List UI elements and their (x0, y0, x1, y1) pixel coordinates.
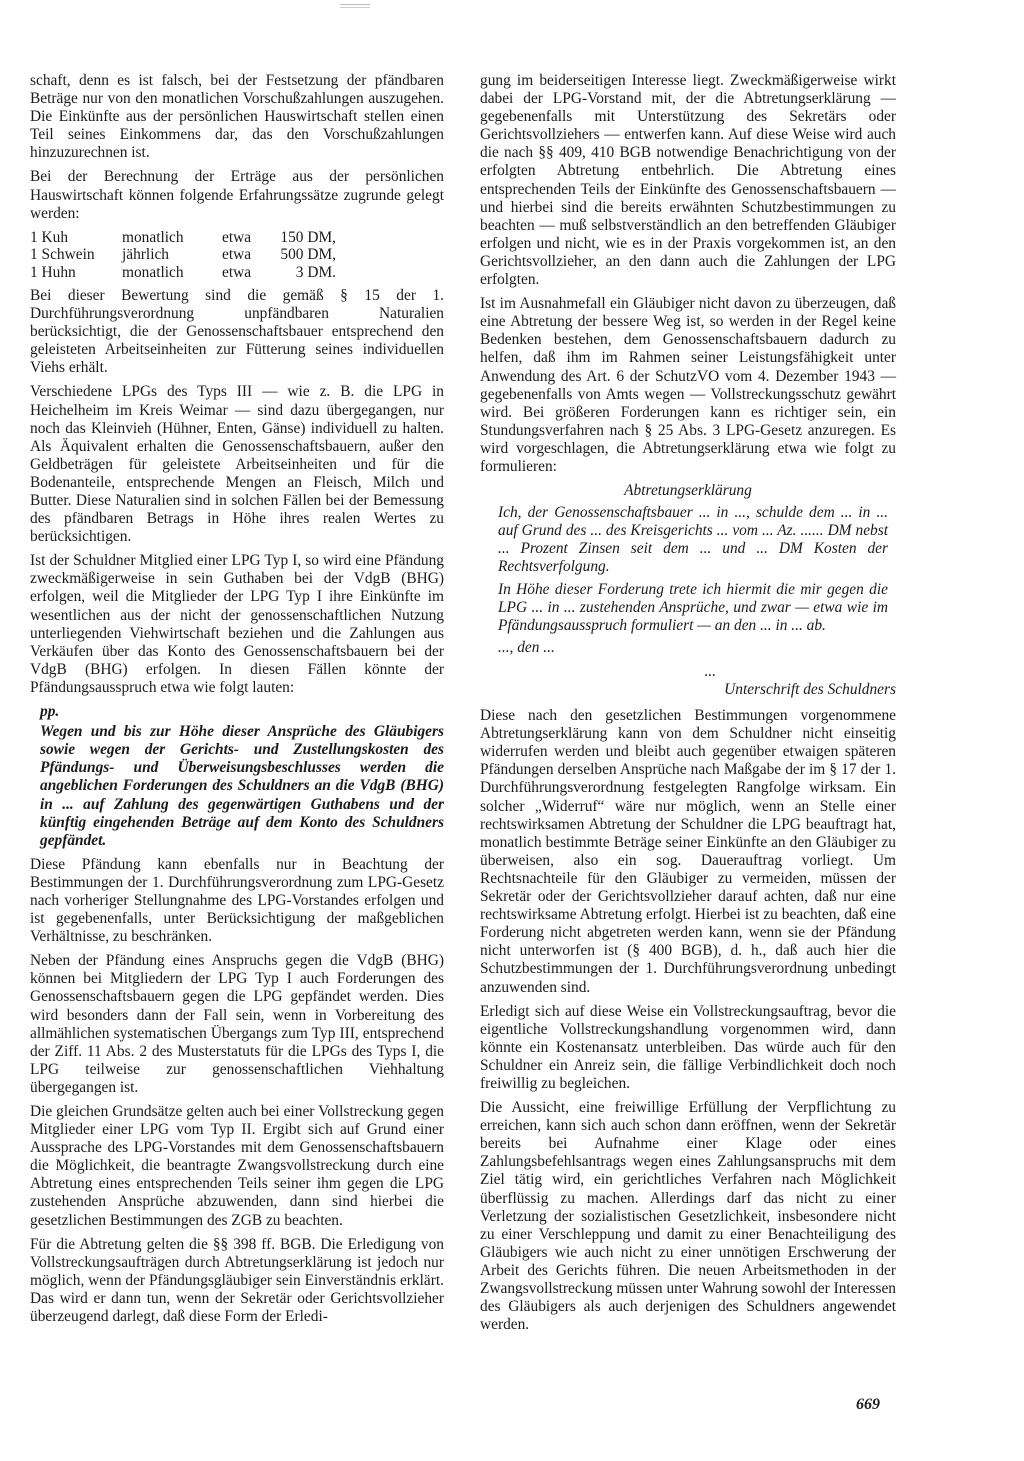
livestock-row (30, 264, 444, 281)
assignment-form-place: ..., den ... (498, 638, 555, 656)
seizure-formula (40, 703, 444, 850)
livestock-period: monatlich (122, 228, 184, 246)
right-column (480, 72, 896, 1340)
left-paragraph-1: schaft, denn es ist falsch, bei der Festsetzung der pfändbaren Beträge nur von den monatlichen Vorschußzahlungen auszugehen. Die Einkünfte aus der persönlichen Hauswirtschaft stellen einen Teil seines Einkommens dar, das den Vorschußzahlungen hinzuzurechnen ist. (30, 72, 444, 162)
left-paragraph-5: Ist der Schuldner Mitglied einer LPG Typ I, so wird eine Pfändung zweckmäßigerweise in sein Guthaben bei der VdgB (BHG) erfolgen, weil die Mitglieder der LPG Typ I ihre Einkünfte im wesentlichen aus der nicht der genossenschaftlichen Nutzung unterliegenden Viehwirtschaft beziehen und die Zahlungen aus Verkäufen über das Konto des Genossenschaftsbauern bei der VdgB (BHG) erfolgen. In diesen Fällen könnte der Pfändungsausspruch etwa wie folgt lauten: (30, 552, 444, 696)
assignment-form-text-2: In Höhe dieser Forderung trete ich hiermit die mir gegen die LPG ... in ... zustehenden Ansprüche, und zwar — etwa wie im Pfändungsausspruch formuliert — an den ... in ... ab. (498, 580, 888, 634)
livestock-approx: etwa (222, 246, 252, 264)
left-paragraph-3: Bei dieser Bewertung sind die gemäß § 15 der 1. Durchführungsverordnung unpfändbaren Naturalien berücksichtigt, die der Genossenschaftsbauer entsprechend den geleisteten Arbeitseinheiten zur Fütterung seines individuellen Viehs erhält. (30, 286, 444, 377)
assignment-form-text-1: Ich, der Genossenschaftsbauer ... in ..., schulde dem ... in ... auf Grund des ... des Kreisgerichts ... vom ... Az. ...... DM nebst ... Prozent Zinsen seit dem ... und ... DM Kosten der Rechtsverfolgung. (498, 504, 888, 576)
livestock-period: monatlich (122, 263, 184, 281)
left-paragraph-6: Diese Pfändung kann ebenfalls nur in Beachtung der Bestimmungen der 1. Durchführungsverordnung zum LPG-Gesetz nach vorheriger Stellungnahme des LPG-Vorstandes erfolgen und ist gegebenenfalls, unter Berücksichtigung der maßgeblichen Verhältnisse, zu beschränken. (30, 855, 444, 946)
right-paragraph-1: gung im beiderseitigen Interesse liegt. Zweckmäßigerweise wirkt dabei der LPG-Vorstand mit, der die Abtretungserklärung — gegebenenfalls mit Unterstützung des Sekretärs oder Gerichtsvollziehers — entwerfen kann. Auf diese Weise wird auch die nach §§ 409, 410 BGB notwendige Benachrichtigung von der erfolgten Abtretung entbehrlich. Die Abtretung eines entsprechenden Teils der Einkünfte des Genossenschaftsbauern — und hierbei sind die bereits erwähnten Schutzbestimmungen zu beachten — muß selbstverständlich an den betreffenden Gläubiger erfolgen und nicht, wie es in der Praxis vorgekommen ist, an den Gerichtsvollzieher, an den dann auch die Zahlungen der LPG erfolgten. (480, 72, 896, 289)
livestock-amount: 500 DM, (280, 246, 336, 264)
left-column (30, 72, 444, 1332)
left-paragraph-8: Die gleichen Grundsätze gelten auch bei einer Vollstreckung gegen Mitglieder einer LPG vom Typ II. Ergibt sich auf Grund einer Aussprache des LPG-Vorstandes mit dem Genossenschaftsbauern die Möglichkeit, die beantragte Zwangsvollstreckung durch eine Abtretung eines entsprechenden Teils seiner ihm gegen die LPG zustehenden Ansprüche abzuwenden, dann sind hierbei die gesetzlichen Bestimmungen des ZGB zu beachten. (30, 1103, 444, 1229)
livestock-animal: 1 Kuh (30, 228, 69, 246)
livestock-approx: etwa (222, 228, 252, 246)
left-paragraph-4: Verschiedene LPGs des Typs III — wie z. B. die LPG in Heichelheim im Kreis Weimar — sind dazu übergegangen, nur noch das Kleinvieh (Hühner, Enten, Gänse) individuell zu halten. Als Äquivalent erhalten die Genossenschaftsbauern, außer den Geldbeträgen für geleistete Arbeitseinheiten und für die Bodenanteile, entsprechende Mengen an Fleisch, Milch und Butter. Diese Naturalien sind in solchen Fällen bei der Bemessung des pfändbaren Betrags in Höhe ihres realen Wertes zu berücksichtigen. (30, 383, 444, 546)
assignment-form-title: Abtretungserklärung (624, 482, 752, 500)
assignment-form-body (498, 504, 888, 657)
page-number: 669 (856, 1396, 880, 1413)
livestock-animal: 1 Huhn (30, 263, 76, 281)
right-paragraph-4: Erledigt sich auf diese Weise ein Vollstreckungsauftrag, bevor die eigentliche Vollstreckungshandlung vorgenommen wird, dann könnte ein Kostenansatz unterbleiben. Das würde auch für den Schuldner ein Anreiz sein, die fällige Verbindlichkeit doch noch freiwillig zu begleichen. (480, 1002, 896, 1092)
left-paragraph-7: Neben der Pfändung eines Anspruchs gegen die VdgB (BHG) können bei Mitgliedern der LPG Typ I auch Forderungen des Genossenschaftsbauern gegen die LPG gepfändet werden. Dies wird besonders dann der Fall sein, wenn in Vorbereitung des allmählichen systematischen Übergangs zum Typ III, entsprechend der Ziff. 11 Abs. 2 des Musterstatuts für die LPGs des Typs I, die LPG teilweise zur genossenschaftlichen Viehhaltung übergegangen ist. (30, 952, 444, 1096)
livestock-amount: 150 DM, (280, 228, 336, 246)
livestock-row (30, 246, 444, 263)
signature-block (480, 663, 896, 699)
right-paragraph-2: Ist im Ausnahmefall ein Gläubiger nicht davon zu überzeugen, daß eine Abtretung der bessere Weg ist, so werden in der Regel keine Bedenken bestehen, dem Genossenschaftsbauern dadurch zu helfen, daß ihm im Rahmen seiner Leistungsfähigkeit unter Anwendung des Art. 6 der SchutzVO vom 4. Dezember 1943 — gegebenenfalls von Amts wegen — Vollstreckungsschutz gewährt wird. Bei größeren Forderungen kann es richtiger sein, ein Stundungsverfahren nach § 25 Abs. 3 LPG-Gesetz anzuregen. Es wird vorgeschlagen, die Abtretungserklärung etwa wie folgt zu formulieren: (480, 295, 896, 475)
livestock-animal: 1 Schwein (30, 246, 95, 264)
left-paragraph-9: Für die Abtretung gelten die §§ 398 ff. BGB. Die Erledigung von Vollstreckungsaufträgen durch Abtretungserklärung ist jedoch nur möglich, wenn der Pfändungsgläubiger sein Einverständnis erklärt. Das wird er dann tun, wenn der Sekretär oder Gerichtsvollzieher überzeugend darlegt, daß diese Form der Erledi- (30, 1235, 444, 1326)
formula-pp: pp. (40, 703, 60, 721)
right-paragraph-3: Diese nach den gesetzlichen Bestimmungen vorgenommene Abtretungserklärung kann von dem Schuldner nicht einseitig widerrufen werden und bleibt auch gegenüber etwaigen späteren Pfändungen derselben Ansprüche nach Maßgabe der im § 17 der 1. Durchführungsverordnung festgelegten Rangfolge wirksam. Ein solcher „Widerruf“ wäre nur möglich, wenn an Stelle einer rechtswirksamen Abtretung der Schuldner die LPG beauftragt hat, monatlich bestimmte Beträge seiner Einkünfte an den Gläubiger zu überweisen, also ein sog. Dauerauftrag vorliegt. Um Rechtsnachteile für den Gläubiger zu vermeiden, müssen der Sekretär oder der Gerichtsvollzieher darauf achten, daß nur eine rechtswirksame Abtretung erfolgt. Hierbei ist zu beachten, daß eine Forderung nicht abgetreten werden kann, wenn sie der Pfändung nicht unterworfen ist (§ 400 BGB), d. h., daß auch hier die Schutzbestimmungen der 1. Durchführungsverordnung unbedingt anzuwenden sind. (480, 707, 896, 996)
right-paragraph-5: Die Aussicht, eine freiwillige Erfüllung der Verpflichtung zu erreichen, kann sich auch schon dann eröffnen, wenn der Sekretär bereits bei Aufnahme einer Klage oder eines Zahlungsbefehlsantrags wegen eines Zahlungsanspruchs mit dem Ziel tätig wird, ein gerichtliches Verfahren nach Möglichkeit überflüssig zu machen. Allerdings darf das nicht zu einer Verletzung der sozialistischen Gesetzlichkeit, insbesondere nicht zu einer Verschleppung und damit zu einer Benachteiligung des Gläubigers wie auch nicht zu einer unnötigen Erschwerung der Arbeit des Gerichts führen. Die neuen Arbeitsmethoden in der Zwangsvollstreckung müssen unter Wahrung sowohl der Interessen des Gläubigers als auch derjenigen des Schuldners angewendet werden. (480, 1099, 896, 1334)
signature-dots: ... (704, 662, 716, 680)
livestock-approx: etwa (222, 263, 252, 281)
livestock-period: jährlich (122, 246, 170, 264)
formula-text: Wegen und bis zur Höhe dieser Ansprüche des Gläubigers sowie wegen der Gerichts- und Zustellungskosten des Pfändungs- und Überweisungsbeschlusses werden die angeblichen Forderungen des Schuldners an die VdgB (BHG) in ... auf Zahlung des gegenwärtigen Guthabens und der künftig eingehenden Beträge auf dem Konto des Schuldners gepfändet. (40, 723, 444, 849)
livestock-row (30, 229, 444, 246)
livestock-amount: 3 DM. (295, 263, 336, 281)
left-paragraph-2: Bei der Berechnung der Erträge aus der persönlichen Hauswirtschaft können folgende Erfahrungssätze zugrunde gelegt werden: (30, 168, 444, 222)
livestock-rates (30, 229, 444, 281)
signature-label: Unterschrift des Schuldners (724, 681, 896, 698)
scan-mark (340, 4, 370, 8)
